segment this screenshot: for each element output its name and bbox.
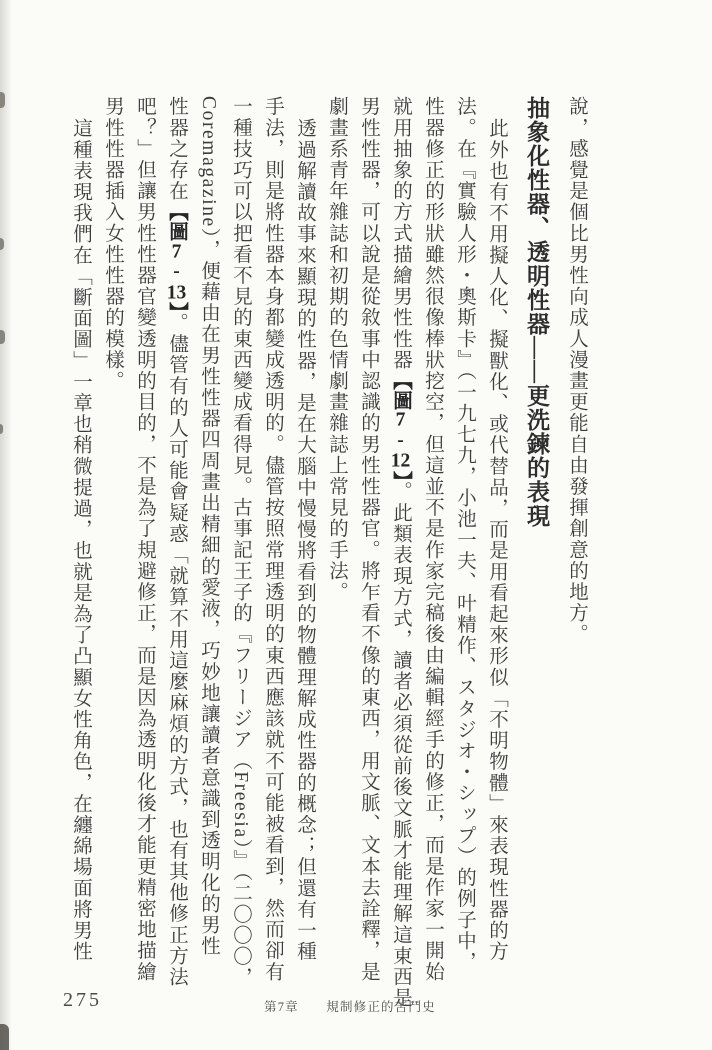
column-text: 手法，則是將性器本身都變成透明的。儘管按照常理透明的東西應該就不可能被看到，然而卻有 xyxy=(262,96,283,983)
scan-artifact xyxy=(0,92,5,108)
column-text: 透過解讀故事來顯現的性器，是在大腦中慢慢將看到的物體理解成性器的概念；但還有一種 xyxy=(294,118,315,962)
column-text: 這種表現我們在「斷面圖」一章也稍微提過，也就是為了凸顯女性角色，在纏綿場面將男性 xyxy=(70,118,91,962)
text-column-4 xyxy=(448,96,480,996)
scan-artifact xyxy=(0,1024,9,1050)
text-column-11 xyxy=(224,96,256,996)
column-text: 就用抽象的方式描繪男性性器【圖7-12】。此類表現方式，讀者必須從前後文脈才能理解這東西是 xyxy=(390,96,411,1009)
column-text: 男性性器，可以說是從敘事中認識的男性性器官。將乍看不像的東西，用文脈、文本去詮釋，是 xyxy=(358,96,379,983)
text-column-13 xyxy=(160,96,192,996)
column-text: 此外也有不用擬人化、擬獸化、或代替品，而是用看起來形似「不明物體」來表現性器的方 xyxy=(486,118,507,962)
column-text: 法。在『實驗人形・奧斯卡』（一九七九，小池一夫、叶精作、スタジオ・シップ）的例子中， xyxy=(454,96,475,973)
section-heading xyxy=(515,96,557,996)
text-column-1 xyxy=(560,96,592,996)
column-text: 性器修正的形狀雖然很像棒狀挖空，但這並不是作家完稿後由編輯經手的修正，而是作家一開始 xyxy=(422,96,443,983)
text-column-12 xyxy=(192,96,224,996)
text-column-14 xyxy=(128,96,160,996)
text-column-3 xyxy=(480,96,512,996)
text-column-8 xyxy=(320,96,352,996)
text-column-5 xyxy=(416,96,448,996)
column-text: 一種技巧可以把看不見的東西變成看得見。古事記王子的『フリージア（Freesia）』（二〇〇〇， xyxy=(230,96,251,989)
scan-artifact xyxy=(0,238,4,250)
text-column-9 xyxy=(288,96,320,996)
column-text: 劇畫系青年雜誌和初期的色情劇畫雜誌上常見的手法。 xyxy=(326,96,347,603)
figure-reference: 【圖7-12】 xyxy=(390,370,411,482)
chapter-running-footer: 第7章 規制修正的苦鬥史 xyxy=(264,1000,436,1014)
heading-text: 抽象化性器、透明性器——更洗鍊的表現 xyxy=(524,96,549,528)
text-column-7 xyxy=(352,96,384,996)
column-text: 男性性器插入女性性器的模樣。 xyxy=(102,96,123,392)
figure-reference: 【圖7-13】 xyxy=(166,201,187,313)
column-text: 性器之存在【圖7-13】。儘管有的人可能會疑惑「就算不用這麼麻煩的方式，也有其他修正方法 xyxy=(166,96,187,988)
page-number: 275 xyxy=(63,989,102,1011)
text-column-15 xyxy=(96,96,128,996)
column-text: 吧？」但讓男性性器官變透明的目的，不是為了規避修正，而是因為透明化後才能更精密地描繪 xyxy=(134,96,155,983)
text-column-10 xyxy=(256,96,288,996)
text-column-16 xyxy=(64,96,96,996)
text-column-6 xyxy=(384,96,416,1009)
scan-edge-shadow xyxy=(0,0,12,1050)
column-text: Coremagazine），便藉由在男性性器四周畫出精細的愛液，巧妙地讓讀者意識到透明化的男性 xyxy=(198,96,219,957)
column-text: 說，感覺是個比男性向成人漫畫更能自由發揮創意的地方。 xyxy=(566,96,587,645)
scan-artifact xyxy=(0,330,5,344)
scan-artifact xyxy=(0,424,3,434)
